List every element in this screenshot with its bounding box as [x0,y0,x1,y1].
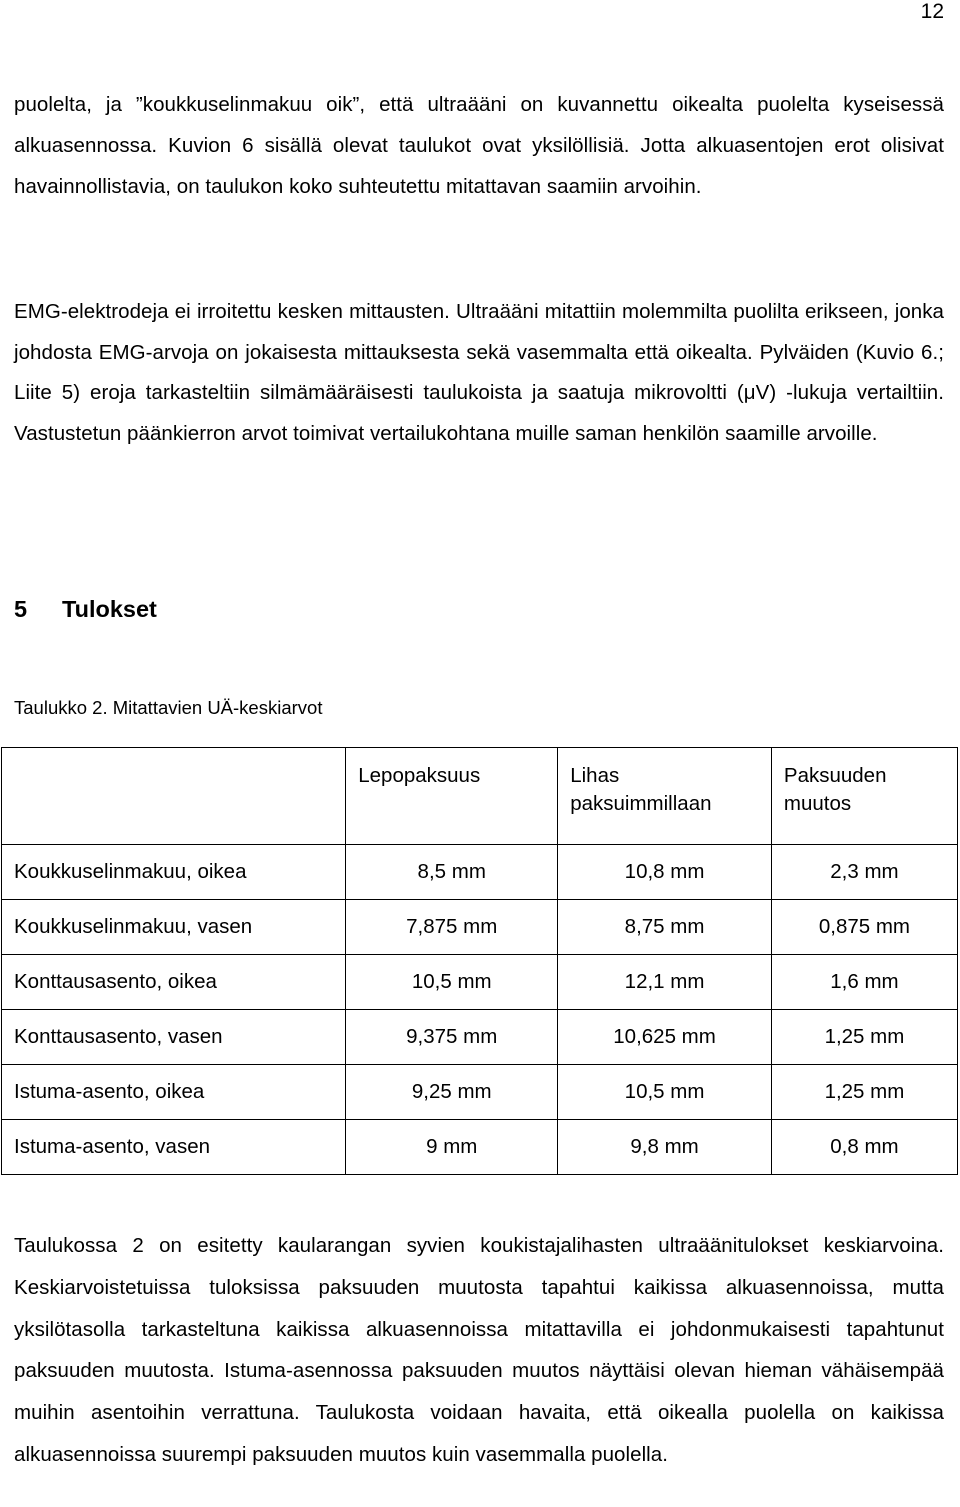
table-cell-max: 12,1 mm [558,955,772,1010]
table-header-cell [2,748,346,845]
table-cell-max: 10,625 mm [558,1010,772,1065]
table-cell-position: Istuma-asento, vasen [2,1120,346,1175]
page-number: 12 [920,0,944,23]
table-header-cell: Lihas paksuimmillaan [558,748,772,845]
results-table [1,747,958,1175]
table-cell-position: Konttausasento, vasen [2,1010,346,1065]
table-cell-rest: 10,5 mm [346,955,558,1010]
table-cell-position: Konttausasento, oikea [2,955,346,1010]
table-cell-rest: 9 mm [346,1120,558,1175]
table-row [2,845,958,900]
table-cell-rest: 8,5 mm [346,845,558,900]
paragraph-results: Taulukossa 2 on esitetty kaularangan syvien koukistajalihasten ultraäänitulokset keskiarvoina. Keskiarvoistetuissa tuloksissa paksuuden muutosta tapahtui kaikissa alkuasennoissa, mutta yksilötasolla tarkasteltuna kaikissa alkuasennoissa mitattavilla ei johdonmukaisesti tapahtunut paksuuden muutosta. Istuma-asennossa paksuuden muutos näyttäisi olevan hieman vähäisempää muihin asentoihin verrattuna. Taulukosta voidaan havaita, että oikealla puolella on kaikissa alkuasennoissa suurempi paksuuden muutos kuin vasemmalla puolella. [14,1234,944,1466]
table-row [2,900,958,955]
table-header-row [2,748,958,845]
table-row [2,1065,958,1120]
table-cell-change: 0,8 mm [771,1120,957,1175]
table-cell-rest: 7,875 mm [346,900,558,955]
table-cell-max: 10,8 mm [558,845,772,900]
table-cell-change: 2,3 mm [771,845,957,900]
table-cell-rest: 9,25 mm [346,1065,558,1120]
table-row [2,1120,958,1175]
table-row [2,955,958,1010]
table-cell-change: 1,25 mm [771,1010,957,1065]
table-cell-position: Koukkuselinmakuu, vasen [2,900,346,955]
section-heading [14,596,157,623]
table-cell-change: 0,875 mm [771,900,957,955]
table-cell-max: 8,75 mm [558,900,772,955]
table-cell-rest: 9,375 mm [346,1010,558,1065]
table-header-cell: Paksuuden muutos [771,748,957,845]
paragraph-emg: EMG-elektrodeja ei irroitettu kesken mittausten. Ultraääni mitattiin molemmilta puolilta erikseen, jonka johdosta EMG-arvoja on jokaisesta mittauksesta sekä vasemmalta että oikealta. Pylväiden (Kuvio 6.; Liite 5) eroja tarkasteltiin silmämääräisesti taulukoista ja saatuja mikrovoltti (μV) -lukuja vertailtiin. Vastustetun päänkierron arvot toimivat vertailukohtana muille saman henkilön saamille arvoille. [14,300,944,445]
table-cell-position: Istuma-asento, oikea [2,1065,346,1120]
table-cell-max: 10,5 mm [558,1065,772,1120]
table-header-cell: Lepopaksuus [346,748,558,845]
table-cell-max: 9,8 mm [558,1120,772,1175]
table-cell-change: 1,6 mm [771,955,957,1010]
section-number: 5 [14,596,28,622]
paragraph-intro: puolelta, ja ”koukkuselinmakuu oik”, että ultraääni on kuvannettu oikealta puolelta kyseisessä alkuasennossa. Kuvion 6 sisällä olevat taulukot ovat yksilöllisiä. Jotta alkuasentojen erot olisivat havainnollistavia, on taulukon koko suhteutettu mitattavan saamiin arvoihin. [14,93,944,198]
table-cell-position: Koukkuselinmakuu, oikea [2,845,346,900]
section-title: Tulokset [62,596,157,622]
table-row [2,1010,958,1065]
table-caption: Taulukko 2. Mitattavien UÄ-keskiarvot [14,697,323,718]
table-cell-change: 1,25 mm [771,1065,957,1120]
